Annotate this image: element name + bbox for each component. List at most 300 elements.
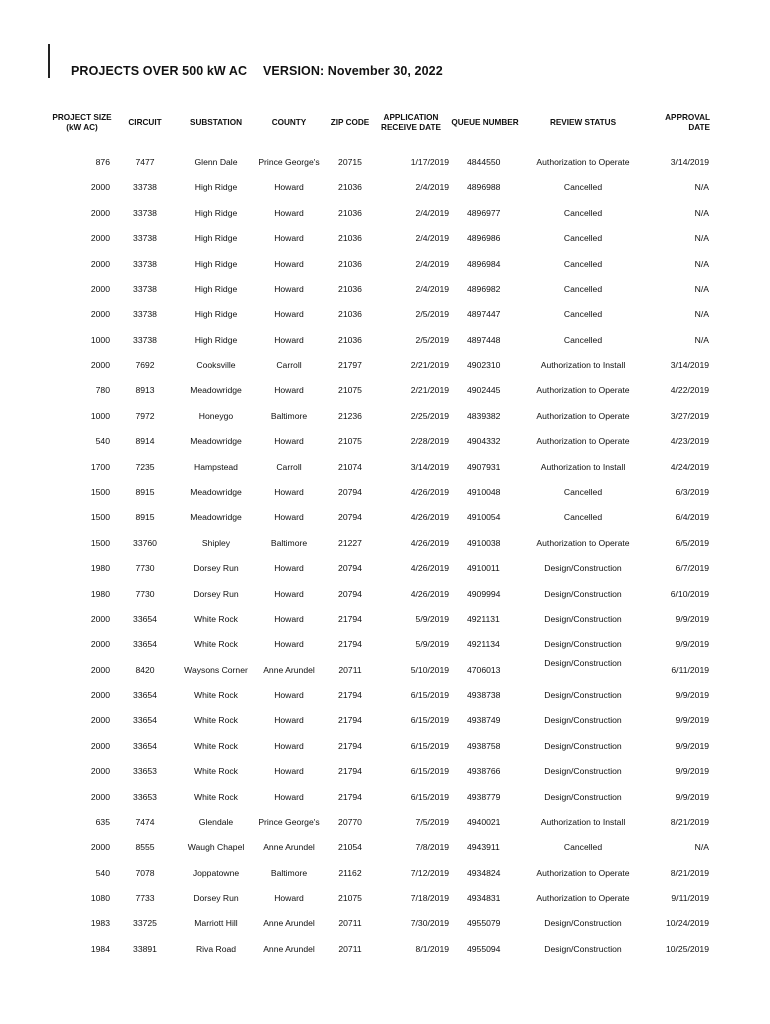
cell-circuit: 33760 bbox=[133, 537, 157, 548]
header-queue-number: QUEUE NUMBER bbox=[451, 117, 519, 127]
cell-project-size: 2000 bbox=[90, 182, 110, 193]
cell-county: Carroll bbox=[276, 461, 302, 472]
cell-queue-number: 4909994 bbox=[467, 588, 501, 599]
cell-county: Howard bbox=[274, 512, 304, 523]
table-row bbox=[0, 690, 770, 704]
table-row bbox=[0, 766, 770, 780]
cell-substation: High Ridge bbox=[194, 182, 238, 193]
cell-zip-code: 21794 bbox=[338, 766, 362, 777]
cell-circuit: 33891 bbox=[133, 943, 157, 954]
cell-circuit: 33725 bbox=[133, 918, 157, 929]
cell-queue-number: 4955094 bbox=[467, 943, 501, 954]
cell-project-size: 1984 bbox=[90, 943, 110, 954]
cell-zip-code: 21227 bbox=[338, 537, 362, 548]
cell-queue-number: 4896977 bbox=[467, 207, 501, 218]
cell-approval-date: N/A bbox=[694, 233, 709, 244]
cell-zip-code: 21794 bbox=[338, 740, 362, 751]
cell-application-date: 2/5/2019 bbox=[415, 309, 449, 320]
cell-circuit: 33738 bbox=[133, 334, 157, 345]
cell-queue-number: 4938738 bbox=[467, 690, 501, 700]
cell-substation: Dorsey Run bbox=[193, 893, 239, 903]
cell-zip-code: 20711 bbox=[338, 664, 362, 675]
cell-zip-code: 21236 bbox=[338, 410, 362, 421]
cell-approval-date: 9/9/2019 bbox=[675, 639, 709, 650]
cell-review-status: Design/Construction bbox=[544, 791, 622, 802]
table-row bbox=[0, 868, 770, 882]
cell-zip-code: 20794 bbox=[338, 588, 362, 599]
cell-zip-code: 20794 bbox=[338, 563, 362, 574]
cell-review-status: Design/Construction bbox=[544, 657, 622, 668]
cell-county: Howard bbox=[274, 690, 304, 700]
table-row bbox=[0, 436, 770, 450]
cell-zip-code: 20715 bbox=[338, 157, 362, 167]
cell-queue-number: 4921131 bbox=[467, 613, 500, 624]
header-review-status: REVIEW STATUS bbox=[549, 117, 617, 127]
cell-queue-number: 4844550 bbox=[467, 157, 501, 167]
table-row bbox=[0, 842, 770, 856]
cell-circuit: 33654 bbox=[133, 740, 157, 751]
cell-project-size: 1980 bbox=[90, 563, 110, 574]
cell-circuit: 7730 bbox=[135, 563, 155, 574]
cell-queue-number: 4902445 bbox=[467, 385, 501, 396]
cell-circuit: 7730 bbox=[135, 588, 155, 599]
cell-county: Carroll bbox=[276, 360, 302, 370]
cell-substation: Marriott Hill bbox=[194, 918, 238, 929]
cell-substation: Waysons Corner bbox=[184, 664, 248, 675]
cell-project-size: 2000 bbox=[90, 207, 110, 218]
cell-queue-number: 4921134 bbox=[467, 639, 500, 650]
cell-approval-date: 9/11/2019 bbox=[671, 893, 709, 903]
cell-zip-code: 20770 bbox=[338, 816, 362, 827]
cell-application-date: 2/28/2019 bbox=[410, 436, 449, 447]
cell-substation: High Ridge bbox=[194, 334, 238, 345]
cell-county: Prince George's bbox=[258, 157, 320, 167]
cell-zip-code: 21794 bbox=[338, 639, 362, 650]
cell-queue-number: 4904332 bbox=[467, 436, 501, 447]
cell-project-size: 1000 bbox=[90, 410, 110, 421]
cell-project-size: 2000 bbox=[90, 639, 110, 650]
cell-project-size: 2000 bbox=[90, 715, 110, 726]
cell-zip-code: 21036 bbox=[338, 182, 362, 193]
header-circuit: CIRCUIT bbox=[128, 117, 162, 127]
cell-zip-code: 21075 bbox=[338, 436, 362, 447]
cell-county: Howard bbox=[274, 436, 304, 447]
cell-county: Baltimore bbox=[270, 867, 308, 878]
cell-approval-date: 6/4/2019 bbox=[675, 512, 709, 523]
cell-project-size: 780 bbox=[95, 385, 110, 396]
cell-substation: High Ridge bbox=[194, 283, 238, 294]
cell-application-date: 2/25/2019 bbox=[410, 410, 449, 421]
cell-county: Howard bbox=[274, 791, 304, 802]
cell-substation: Riva Road bbox=[195, 943, 237, 954]
cell-substation: Dorsey Run bbox=[193, 588, 239, 599]
cell-project-size: 1080 bbox=[90, 893, 110, 903]
cell-review-status: Design/Construction bbox=[544, 740, 622, 751]
cell-zip-code: 21075 bbox=[338, 385, 362, 396]
cell-approval-date: 3/27/2019 bbox=[670, 410, 709, 421]
table-row bbox=[0, 284, 770, 298]
table-row bbox=[0, 259, 770, 273]
cell-zip-code: 21797 bbox=[338, 360, 362, 370]
cell-project-size: 2000 bbox=[90, 283, 110, 294]
cell-application-date: 2/4/2019 bbox=[415, 258, 449, 269]
cell-queue-number: 4938749 bbox=[467, 715, 501, 726]
cell-review-status: Authorization to Operate bbox=[536, 537, 630, 548]
cell-project-size: 2000 bbox=[90, 740, 110, 751]
cell-approval-date: 4/24/2019 bbox=[670, 461, 709, 472]
table-row bbox=[0, 182, 770, 196]
table-row bbox=[0, 233, 770, 247]
cell-review-status: Cancelled bbox=[563, 512, 603, 523]
cell-circuit: 33738 bbox=[133, 283, 157, 294]
cell-review-status: Cancelled bbox=[563, 309, 603, 320]
cell-county: Prince George's bbox=[258, 816, 320, 827]
cell-zip-code: 20711 bbox=[338, 943, 362, 954]
header-approval-date: APPROVAL DATE bbox=[665, 112, 710, 132]
cell-substation: Glendale bbox=[198, 816, 234, 827]
cell-project-size: 1000 bbox=[90, 334, 110, 345]
cell-circuit: 33738 bbox=[133, 182, 157, 193]
cell-county: Howard bbox=[274, 766, 304, 777]
cell-substation: White Rock bbox=[194, 690, 238, 700]
cell-approval-date: N/A bbox=[694, 182, 709, 193]
cell-county: Anne Arundel bbox=[263, 664, 315, 675]
cell-zip-code: 20711 bbox=[338, 918, 362, 929]
cell-circuit: 8915 bbox=[135, 512, 155, 523]
cell-zip-code: 21036 bbox=[338, 283, 362, 294]
cell-project-size: 1983 bbox=[90, 918, 110, 929]
cell-approval-date: N/A bbox=[694, 283, 709, 294]
cell-approval-date: N/A bbox=[694, 334, 709, 345]
table-row bbox=[0, 385, 770, 399]
cell-approval-date: 6/10/2019 bbox=[670, 588, 709, 599]
cell-queue-number: 4896988 bbox=[467, 182, 501, 193]
table-row bbox=[0, 657, 770, 679]
cell-county: Howard bbox=[274, 893, 304, 903]
cell-substation: Meadowridge bbox=[190, 486, 242, 497]
cell-review-status: Design/Construction bbox=[544, 943, 622, 954]
table-row bbox=[0, 741, 770, 755]
table-row bbox=[0, 309, 770, 323]
cell-substation: White Rock bbox=[194, 791, 238, 802]
cell-queue-number: 4896986 bbox=[467, 233, 501, 244]
cell-circuit: 8555 bbox=[135, 842, 155, 853]
cell-approval-date: 6/11/2019 bbox=[671, 664, 709, 675]
cell-county: Howard bbox=[274, 486, 304, 497]
cell-review-status: Authorization to Operate bbox=[536, 893, 630, 903]
cell-circuit: 7474 bbox=[135, 816, 155, 827]
cell-county: Howard bbox=[274, 385, 304, 396]
left-margin-rule bbox=[48, 44, 50, 78]
cell-substation: White Rock bbox=[194, 639, 238, 650]
cell-review-status: Authorization to Operate bbox=[536, 157, 630, 167]
header-substation: SUBSTATION bbox=[189, 117, 242, 127]
table-row bbox=[0, 462, 770, 476]
cell-project-size: 2000 bbox=[90, 664, 110, 675]
cell-application-date: 6/15/2019 bbox=[410, 791, 449, 802]
cell-zip-code: 21794 bbox=[338, 791, 362, 802]
cell-substation: Meadowridge bbox=[190, 436, 242, 447]
cell-application-date: 2/4/2019 bbox=[415, 233, 449, 244]
table-row bbox=[0, 792, 770, 806]
cell-substation: Joppatowne bbox=[192, 867, 240, 878]
cell-application-date: 7/18/2019 bbox=[410, 893, 449, 903]
cell-review-status: Design/Construction bbox=[544, 766, 622, 777]
cell-queue-number: 4839382 bbox=[467, 410, 501, 421]
cell-queue-number: 4910011 bbox=[467, 563, 500, 574]
cell-substation: White Rock bbox=[194, 740, 238, 751]
header-county: COUNTY bbox=[271, 117, 307, 127]
cell-application-date: 7/8/2019 bbox=[415, 842, 449, 853]
cell-county: Howard bbox=[274, 613, 304, 624]
version-label: VERSION: November 30, 2022 bbox=[263, 64, 443, 78]
cell-substation: Dorsey Run bbox=[193, 563, 239, 574]
cell-queue-number: 4902310 bbox=[467, 360, 501, 370]
cell-county: Baltimore bbox=[270, 537, 308, 548]
cell-review-status: Authorization to Install bbox=[540, 461, 626, 472]
cell-queue-number: 4896984 bbox=[467, 258, 501, 269]
cell-project-size: 1500 bbox=[90, 512, 110, 523]
cell-application-date: 3/14/2019 bbox=[410, 461, 449, 472]
table-row bbox=[0, 589, 770, 603]
cell-application-date: 8/1/2019 bbox=[415, 943, 449, 954]
cell-review-status: Authorization to Operate bbox=[536, 436, 630, 447]
cell-review-status: Authorization to Operate bbox=[536, 385, 630, 396]
cell-approval-date: 9/9/2019 bbox=[675, 791, 709, 802]
cell-county: Anne Arundel bbox=[263, 918, 315, 929]
cell-county: Howard bbox=[274, 740, 304, 751]
cell-queue-number: 4938779 bbox=[467, 791, 501, 802]
cell-circuit: 7972 bbox=[135, 410, 155, 421]
cell-circuit: 8913 bbox=[135, 385, 155, 396]
cell-project-size: 1500 bbox=[90, 537, 110, 548]
cell-zip-code: 21036 bbox=[338, 309, 362, 320]
cell-application-date: 5/10/2019 bbox=[410, 664, 449, 675]
cell-queue-number: 4907931 bbox=[467, 461, 501, 472]
cell-queue-number: 4897447 bbox=[467, 309, 501, 320]
table-row bbox=[0, 918, 770, 932]
cell-approval-date: N/A bbox=[694, 207, 709, 218]
cell-approval-date: 9/9/2019 bbox=[675, 613, 709, 624]
cell-approval-date: 9/9/2019 bbox=[675, 715, 709, 726]
cell-application-date: 5/9/2019 bbox=[415, 639, 449, 650]
cell-zip-code: 20794 bbox=[338, 512, 362, 523]
cell-review-status: Cancelled bbox=[563, 258, 603, 269]
cell-project-size: 2000 bbox=[90, 309, 110, 320]
cell-zip-code: 21036 bbox=[338, 233, 362, 244]
cell-application-date: 6/15/2019 bbox=[410, 690, 449, 700]
cell-application-date: 4/26/2019 bbox=[410, 486, 449, 497]
cell-circuit: 33654 bbox=[133, 613, 157, 624]
cell-review-status: Design/Construction bbox=[544, 918, 622, 929]
cell-county: Howard bbox=[274, 563, 304, 574]
cell-queue-number: 4706013 bbox=[467, 664, 501, 675]
cell-approval-date: 4/22/2019 bbox=[670, 385, 709, 396]
cell-circuit: 8915 bbox=[135, 486, 155, 497]
cell-application-date: 6/15/2019 bbox=[410, 766, 449, 777]
cell-circuit: 33653 bbox=[133, 766, 157, 777]
cell-project-size: 1980 bbox=[90, 588, 110, 599]
table-row bbox=[0, 512, 770, 526]
cell-substation: High Ridge bbox=[194, 207, 238, 218]
cell-circuit: 33654 bbox=[133, 639, 157, 650]
cell-zip-code: 21036 bbox=[338, 207, 362, 218]
cell-county: Anne Arundel bbox=[263, 842, 315, 853]
cell-circuit: 7078 bbox=[135, 867, 155, 878]
table-row bbox=[0, 817, 770, 831]
table-row bbox=[0, 360, 770, 374]
cell-approval-date: 8/21/2019 bbox=[670, 816, 709, 827]
cell-approval-date: 4/23/2019 bbox=[670, 436, 709, 447]
cell-review-status: Cancelled bbox=[563, 842, 603, 853]
cell-review-status: Design/Construction bbox=[544, 690, 622, 700]
cell-application-date: 4/26/2019 bbox=[410, 512, 449, 523]
cell-queue-number: 4910038 bbox=[467, 537, 501, 548]
cell-zip-code: 21036 bbox=[338, 258, 362, 269]
cell-approval-date: 6/5/2019 bbox=[675, 537, 709, 548]
cell-application-date: 4/26/2019 bbox=[410, 563, 449, 574]
cell-zip-code: 21054 bbox=[338, 842, 362, 853]
table-row bbox=[0, 335, 770, 349]
cell-circuit: 33653 bbox=[133, 791, 157, 802]
cell-project-size: 2000 bbox=[90, 360, 110, 370]
cell-substation: Shipley bbox=[201, 537, 231, 548]
cell-application-date: 2/4/2019 bbox=[415, 207, 449, 218]
cell-zip-code: 21794 bbox=[338, 613, 362, 624]
cell-application-date: 6/15/2019 bbox=[410, 715, 449, 726]
cell-application-date: 2/4/2019 bbox=[415, 182, 449, 193]
cell-review-status: Cancelled bbox=[563, 233, 603, 244]
cell-substation: Hampstead bbox=[194, 461, 238, 472]
cell-project-size: 635 bbox=[95, 816, 110, 827]
cell-substation: High Ridge bbox=[194, 233, 238, 244]
cell-substation: Meadowridge bbox=[190, 512, 242, 523]
cell-circuit: 7692 bbox=[135, 360, 155, 370]
cell-circuit: 33738 bbox=[133, 258, 157, 269]
cell-project-size: 2000 bbox=[90, 690, 110, 700]
cell-application-date: 2/21/2019 bbox=[410, 385, 449, 396]
cell-application-date: 7/5/2019 bbox=[415, 816, 449, 827]
cell-project-size: 540 bbox=[95, 867, 110, 878]
cell-approval-date: 6/3/2019 bbox=[675, 486, 709, 497]
cell-application-date: 4/26/2019 bbox=[410, 588, 449, 599]
cell-approval-date: 3/14/2019 bbox=[670, 157, 709, 167]
cell-circuit: 7235 bbox=[135, 461, 155, 472]
cell-approval-date: 10/24/2019 bbox=[665, 918, 709, 929]
cell-review-status: Authorization to Install bbox=[540, 360, 626, 370]
cell-review-status: Cancelled bbox=[563, 182, 603, 193]
cell-review-status: Authorization to Operate bbox=[536, 410, 630, 421]
table-row bbox=[0, 411, 770, 425]
cell-zip-code: 21794 bbox=[338, 690, 362, 700]
cell-circuit: 7733 bbox=[135, 893, 155, 903]
table-row bbox=[0, 208, 770, 222]
cell-queue-number: 4897448 bbox=[467, 334, 501, 345]
cell-substation: Glenn Dale bbox=[194, 157, 238, 167]
cell-application-date: 1/17/2019 bbox=[410, 157, 449, 167]
cell-substation: High Ridge bbox=[194, 258, 238, 269]
cell-project-size: 2000 bbox=[90, 766, 110, 777]
cell-review-status: Design/Construction bbox=[544, 639, 622, 650]
table-row bbox=[0, 944, 770, 958]
table-row bbox=[0, 893, 770, 907]
cell-application-date: 2/4/2019 bbox=[415, 283, 449, 294]
cell-zip-code: 21162 bbox=[338, 867, 362, 878]
table-row bbox=[0, 157, 770, 171]
table-row bbox=[0, 715, 770, 729]
cell-review-status: Cancelled bbox=[563, 486, 603, 497]
cell-queue-number: 4940021 bbox=[467, 816, 501, 827]
cell-zip-code: 21036 bbox=[338, 334, 362, 345]
cell-approval-date: 9/9/2019 bbox=[675, 690, 709, 700]
cell-project-size: 540 bbox=[95, 436, 110, 447]
cell-project-size: 2000 bbox=[90, 613, 110, 624]
cell-circuit: 33738 bbox=[133, 309, 157, 320]
cell-queue-number: 4934831 bbox=[467, 893, 501, 903]
cell-substation: White Rock bbox=[194, 766, 238, 777]
cell-substation: White Rock bbox=[194, 715, 238, 726]
cell-project-size: 2000 bbox=[90, 233, 110, 244]
cell-approval-date: N/A bbox=[694, 309, 709, 320]
header-application-receive-date: APPLICATION RECEIVE DATE bbox=[381, 112, 441, 132]
table-row bbox=[0, 538, 770, 552]
cell-circuit: 8420 bbox=[135, 664, 155, 675]
cell-application-date: 4/26/2019 bbox=[410, 537, 449, 548]
cell-county: Howard bbox=[274, 334, 304, 345]
cell-county: Baltimore bbox=[270, 410, 308, 421]
cell-approval-date: 3/14/2019 bbox=[670, 360, 709, 370]
cell-county: Howard bbox=[274, 283, 304, 294]
cell-queue-number: 4943911 bbox=[467, 842, 500, 853]
cell-review-status: Design/Construction bbox=[544, 613, 622, 624]
cell-substation: Honeygo bbox=[198, 410, 234, 421]
cell-county: Howard bbox=[274, 309, 304, 320]
cell-zip-code: 20794 bbox=[338, 486, 362, 497]
cell-substation: Cooksville bbox=[196, 360, 236, 370]
cell-circuit: 33654 bbox=[133, 715, 157, 726]
cell-review-status: Authorization to Operate bbox=[536, 867, 630, 878]
cell-approval-date: N/A bbox=[694, 258, 709, 269]
table-row bbox=[0, 487, 770, 501]
cell-zip-code: 21074 bbox=[338, 461, 362, 472]
cell-zip-code: 21794 bbox=[338, 715, 362, 726]
header-zip-code: ZIP CODE bbox=[330, 117, 370, 127]
cell-application-date: 7/12/2019 bbox=[410, 867, 449, 878]
cell-application-date: 5/9/2019 bbox=[415, 613, 449, 624]
cell-county: Howard bbox=[274, 182, 304, 193]
cell-circuit: 33738 bbox=[133, 207, 157, 218]
cell-project-size: 2000 bbox=[90, 791, 110, 802]
cell-zip-code: 21075 bbox=[338, 893, 362, 903]
cell-substation: Meadowridge bbox=[190, 385, 242, 396]
cell-substation: High Ridge bbox=[194, 309, 238, 320]
cell-review-status: Design/Construction bbox=[544, 715, 622, 726]
cell-substation: Waugh Chapel bbox=[187, 842, 245, 853]
cell-circuit: 33654 bbox=[133, 690, 157, 700]
cell-queue-number: 4938758 bbox=[467, 740, 501, 751]
table-row bbox=[0, 614, 770, 628]
cell-review-status: Cancelled bbox=[563, 283, 603, 294]
cell-circuit: 8914 bbox=[135, 436, 155, 447]
cell-county: Howard bbox=[274, 639, 304, 650]
cell-application-date: 7/30/2019 bbox=[410, 918, 449, 929]
cell-application-date: 2/21/2019 bbox=[410, 360, 449, 370]
cell-approval-date: 9/9/2019 bbox=[675, 740, 709, 751]
cell-county: Howard bbox=[274, 233, 304, 244]
cell-review-status: Cancelled bbox=[563, 207, 603, 218]
table-row bbox=[0, 563, 770, 577]
cell-circuit: 33738 bbox=[133, 233, 157, 244]
